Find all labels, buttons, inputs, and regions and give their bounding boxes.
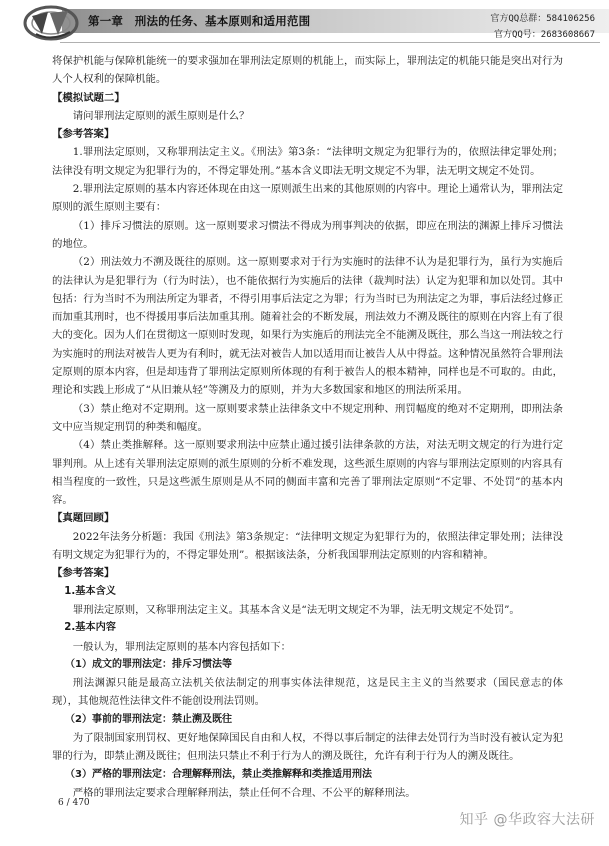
paragraph: 1.罪刑法定原则，又称罪刑法定主义。《刑法》第3条：“法律明文规定为犯罪行为的，依照法律定罪处刑；法律没有明文规定为犯罪行为的，不得定罪处刑。”基本含义即法无明文规定不为罪，法无明文规定不处罚。: [52, 146, 563, 177]
subheading-no-retroactivity: （2）事前的罪刑法定：禁止溯及既往: [65, 713, 232, 725]
paragraph: （3）禁止绝对不定期刑。这一原则要求禁止法律条文中不规定刑种、刑罚幅度的绝对不定期刑，即刑法条文中应当规定刑罚的种类和幅度。: [52, 402, 563, 433]
exam-question-text: 2022年法务分析题：我国《刑法》第3条规定：“法律明文规定为犯罪行为的，依照法律定罪处刑；法律没有明文规定为犯罪行为的，不得定罪处刑”。根据该法条，分析我国罪刑法定原则的内容和精神。: [52, 530, 563, 562]
document-body: [52, 52, 563, 802]
paragraph: 严格的罪刑法定要求合理解释刑法，禁止任何不合理、不公平的解释刑法。: [72, 786, 416, 799]
qq-account-number: 官方QQ号：2683608667: [493, 30, 595, 40]
paragraph: 为了限制国家刑罚权、更好地保障国民自由和人权，不得以事后制定的法律去处罚行为当时没有被认定为犯罪的行为，即禁止溯及既往；但刑法只禁止不利于行为人的溯及既往，允许有利于行为人的溯及既往。: [52, 731, 563, 763]
paragraph: 罪刑法定原则，又称罪刑法定主义。其基本含义是“法无明文规定不为罪，法无明文规定不处罚”。: [72, 603, 520, 616]
section-tag-mock-question: 【模拟试题二】: [52, 91, 125, 104]
publisher-logo-icon: [22, 2, 80, 42]
question-text: 请问罪刑法定原则的派生原则是什么？: [72, 109, 250, 122]
paragraph: 刑法渊源只能是最高立法机关依法制定的刑事实体法律规范，这是民主主义的当然要求（国民意志的体现），其他规范性法律文件不能创设刑法罚则。: [52, 677, 563, 708]
page-header: [0, 0, 609, 44]
paragraph: （1）排斥习惯法的原则。这一原则要求习惯法不得成为刑事判决的依据，即应在刑法的渊源上排斥习惯法的地位。: [52, 219, 563, 250]
page-number: 6 / 470: [58, 798, 90, 808]
watermark-text: 知乎 @华政容大法研: [459, 812, 595, 828]
section-tag-exam-review: 【真题回顾】: [52, 512, 115, 525]
chapter-title: 第一章 刑法的任务、基本原则和适用范围: [88, 14, 311, 28]
paragraph: 2.罪刑法定原则的基本内容还体现在由这一原则派生出来的其他原则的内容中。理论上通常认为，罪刑法定原则的派生原则主要有：: [52, 183, 563, 214]
heading-basic-content: 2.基本内容: [64, 622, 116, 634]
qq-group-number: 官方QQ总群：584106256: [490, 14, 595, 24]
paragraph: （2）刑法效力不溯及既往的原则。这一原则要求对于行为实施时的法律不认为是犯罪行为，虽行为实施后的法律认为是犯罪行为（行为时法），也不能依据行为实施后的法律（裁判时法）认定为犯罪和加以处罚。其中包括：行为当时不为刑法所定为罪者，不得引用事后法定之为罪；行为当时已为刑法定之为罪，事后法经过修正而加重其刑时，也不得援用事后法加重其刑。随着社会的不断发展，刑法效力不溯及既往的原则在内容上有了很大的变化。因为人们在贯彻这一原则时发现，如果行为实施后的刑法完全不能溯及既往，那么当这一刑法较之行为实施时的刑法对被告人更为有利时，就无法对被告人加以适用而让被告人从中得益。这种情况虽然符合罪刑法定原则的原本内容，但是却违背了罪刑法定原则所体现的有利于被告人的根本精神，同样也是不可取的。由此，理论和实践上形成了“从旧兼从轻”等溯及力的原则，并为大多数国家和地区的刑法所采用。: [52, 256, 563, 397]
paragraph: 将保护机能与保障机能统一的要求强加在罪刑法定原则的机能上，而实际上，罪刑法定的机能只能是突出对行为人个人权利的保障机能。: [52, 55, 563, 86]
subheading-written-law: （1）成文的罪刑法定：排斥习惯法等: [65, 658, 232, 670]
section-tag-answer: 【参考答案】: [52, 567, 115, 580]
heading-basic-meaning: 1.基本含义: [64, 585, 116, 597]
subheading-strict-interpretation: （3）严格的罪刑法定：合理解释刑法，禁止类推解释和类推适用刑法: [65, 768, 372, 780]
section-tag-answer: 【参考答案】: [52, 128, 115, 141]
paragraph: 一般认为，罪刑法定原则的基本内容包括如下：: [72, 640, 291, 653]
header-divider: [60, 42, 600, 43]
paragraph: （4）禁止类推解释。这一原则要求刑法中应禁止通过援引法律条款的方法，对法无明文规定的行为进行定罪判刑。从上述有关罪刑法定原则的派生原则的分析不难发现，这些派生原则的内容与罪刑法定原则的内容具有相当程度的一致性，只是这些派生原则是从不同的侧面丰富和完善了罪刑法定原则“不定罪、不处罚”的基本内容。: [52, 439, 563, 507]
